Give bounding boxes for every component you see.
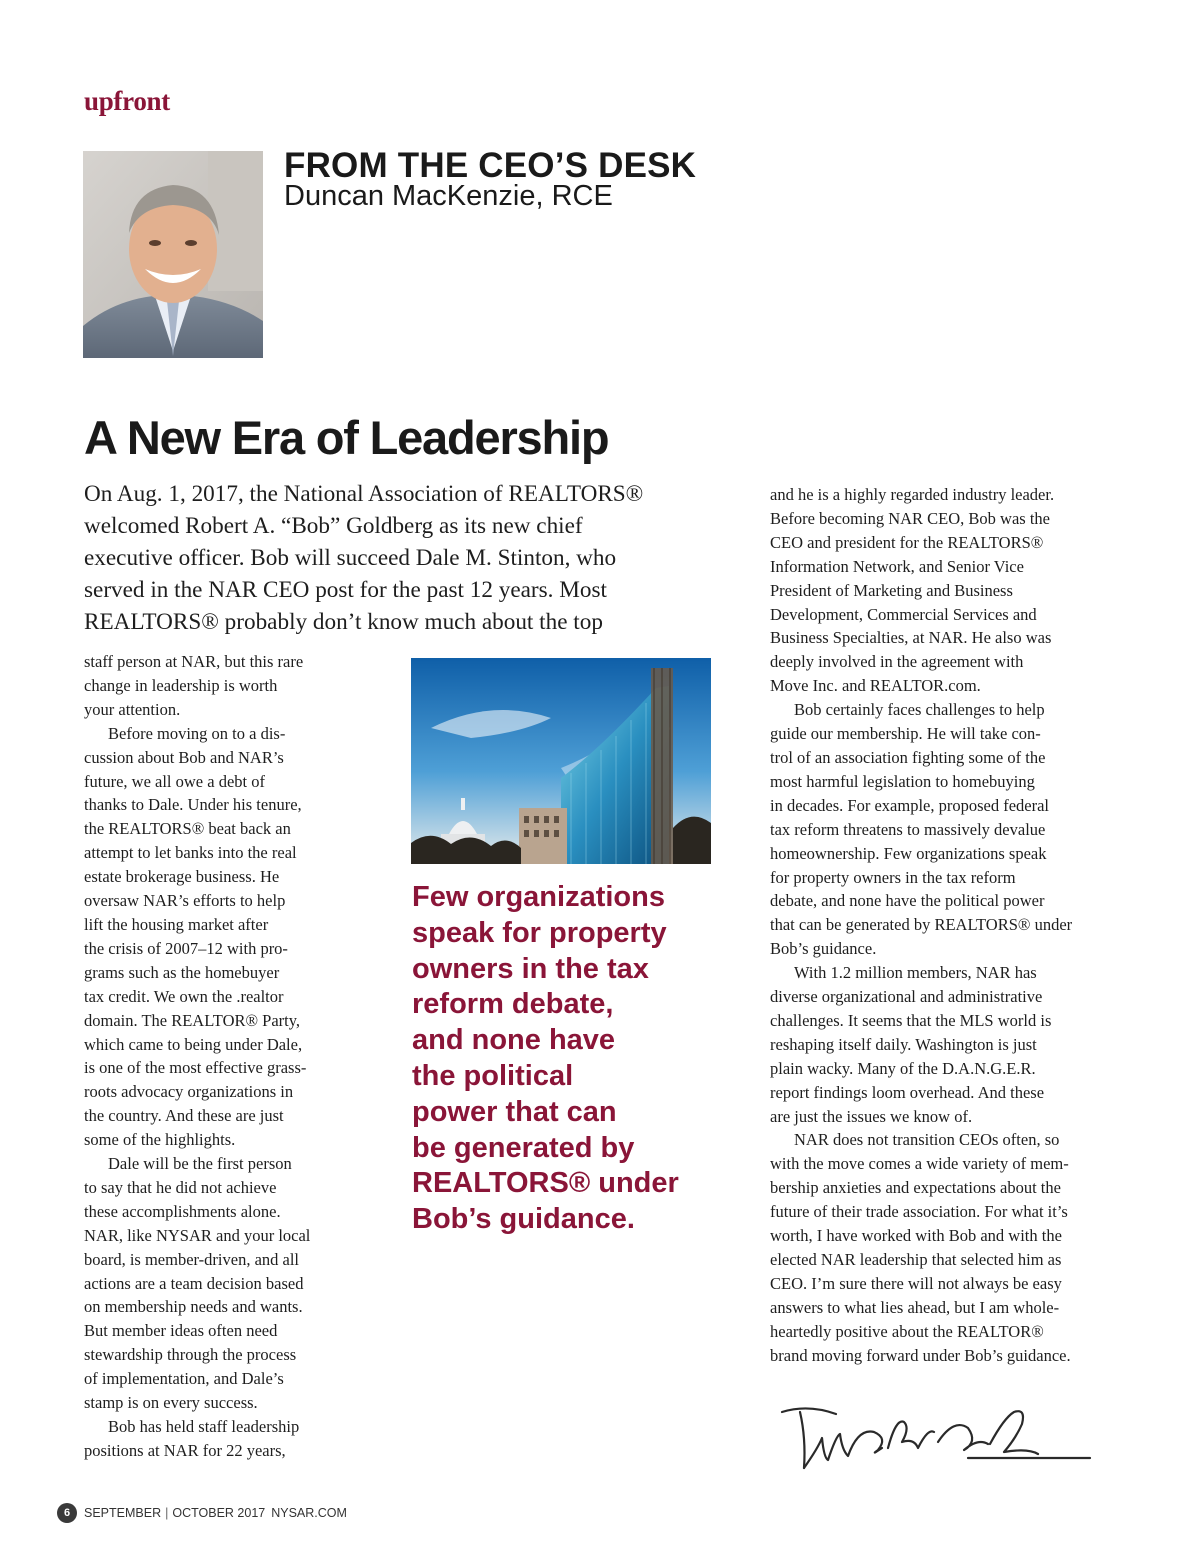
issue-date: OCTOBER 2017 [172, 1506, 266, 1520]
body-line: elected NAR leadership that selected him as [770, 1250, 1062, 1269]
body-line: some of the highlights. [84, 1130, 236, 1150]
body-line: heartedly positive about the REALTOR® [770, 1321, 1044, 1341]
pull-quote-line: be generated by [412, 1131, 635, 1164]
body-line: is one of the most effective grass- [84, 1058, 307, 1078]
lead-line: served in the NAR CEO post for the past 12 years. Most [84, 577, 607, 603]
body-line: tax reform threatens to massively devalue [770, 819, 1046, 839]
body-line: which came to being under Dale, [84, 1034, 303, 1054]
body-line: Dale will be the first person [108, 1154, 292, 1174]
page-number: 6 [57, 1503, 77, 1523]
body-line: and he is a highly regarded industry leader. [770, 485, 1055, 504]
body-line: these accomplishments alone. [84, 1201, 281, 1221]
body-line: to say that he did not achieve [84, 1177, 277, 1197]
lead-line: On Aug. 1, 2017, the National Association of REALTORS® [84, 481, 644, 507]
body-line: Information Network, and Senior Vice [770, 556, 1024, 576]
page-footer [57, 1502, 347, 1524]
body-line: stewardship through the process [84, 1345, 297, 1365]
pull-quote-line: the political [412, 1059, 574, 1092]
body-line: CEO and president for the REALTORS® [770, 532, 1044, 552]
body-line: your attention. [84, 699, 181, 719]
body-line: But member ideas often need [84, 1321, 278, 1341]
body-line: challenges. It seems that the MLS world is [770, 1010, 1052, 1030]
body-line: for property owners in the tax reform [770, 867, 1016, 887]
body-line: NAR, like NYSAR and your local [84, 1225, 311, 1245]
author-signature [778, 1398, 1098, 1478]
body-line: board, is member-driven, and all [84, 1249, 300, 1269]
pull-quote-line: Bob’s guidance. [412, 1203, 635, 1236]
author-photo [83, 151, 263, 358]
body-line: actions are a team decision based [84, 1273, 304, 1293]
issue-month: SEPTEMBER [84, 1506, 162, 1520]
pull-quote-line: REALTORS® under [412, 1167, 679, 1200]
body-line: the country. And these are just [84, 1106, 284, 1126]
body-line: of implementation, and Dale’s [84, 1369, 284, 1389]
body-line: CEO. I’m sure there will not always be easy [770, 1273, 1062, 1293]
footer-separator: | [165, 1506, 169, 1520]
body-line: in decades. For example, proposed federal [770, 795, 1050, 815]
body-line: With 1.2 million members, NAR has [794, 963, 1037, 983]
body-line: future of their trade association. For what it’s [770, 1202, 1068, 1222]
lead-paragraph [84, 478, 704, 638]
body-line: change in leadership is worth [84, 675, 278, 695]
body-line: Bob has held staff leadership [108, 1417, 300, 1436]
body-line: staff person at NAR, but this rare [84, 652, 304, 671]
website-link[interactable]: NYSAR.COM [271, 1506, 347, 1520]
body-line: guide our membership. He will take con- [770, 724, 1041, 744]
body-line: with the move comes a wide variety of mem- [770, 1154, 1069, 1174]
column-title: FROM THE CEO’S DESK [284, 146, 697, 185]
body-line: stamp is on every success. [84, 1393, 258, 1413]
body-line: on membership needs and wants. [84, 1297, 303, 1317]
pull-quote-line: power that can [412, 1095, 617, 1128]
body-line: Before becoming NAR CEO, Bob was the [770, 508, 1050, 528]
body-line: tax credit. We own the .realtor [84, 986, 284, 1006]
body-line: bership anxieties and expectations about the [770, 1178, 1061, 1198]
body-line: domain. The REALTOR® Party, [84, 1010, 301, 1030]
article-headline: A New Era of Leadership [84, 411, 609, 464]
body-line: the REALTORS® beat back an [84, 819, 291, 839]
pull-quote-line: reform debate, [412, 988, 614, 1021]
pull-quote-line: and none have [412, 1024, 616, 1057]
body-line: Before moving on to a dis- [108, 723, 286, 743]
body-line: oversaw NAR’s efforts to help [84, 891, 286, 911]
body-line: cussion about Bob and NAR’s [84, 747, 284, 767]
pull-quote [412, 880, 679, 1238]
body-line: NAR does not transition CEOs often, so [794, 1130, 1060, 1150]
body-line: lift the housing market after [84, 914, 269, 934]
body-line: Bob’s guidance. [770, 939, 877, 959]
body-line: the crisis of 2007–12 with pro- [84, 938, 288, 958]
body-line: report findings loom overhead. And these [770, 1082, 1045, 1102]
capitol-building-photo [411, 658, 711, 864]
lead-line: REALTORS® probably don’t know much about the top [84, 609, 603, 635]
body-line: Development, Commercial Services and [770, 604, 1037, 624]
body-line: trol of an association fighting some of the [770, 747, 1046, 767]
body-line: plain wacky. Many of the D.A.N.G.E.R. [770, 1058, 1036, 1078]
body-line: answers to what lies ahead, but I am whole- [770, 1297, 1060, 1317]
body-line: Bob certainly faces challenges to help [794, 700, 1045, 720]
pull-quote-line: owners in the tax [412, 952, 649, 985]
body-line: brand moving forward under Bob’s guidance. [770, 1345, 1071, 1365]
section-tag: upfront [84, 86, 170, 116]
column-author: Duncan MacKenzie, RCE [284, 180, 613, 212]
body-line: positions at NAR for 22 years, [84, 1440, 286, 1460]
body-line: most harmful legislation to homebuying [770, 771, 1035, 791]
body-line: worth, I have worked with Bob and with the [770, 1226, 1062, 1246]
body-line: grams such as the homebuyer [84, 962, 280, 982]
body-line: roots advocacy organizations in [84, 1082, 294, 1102]
lead-line: welcomed Robert A. “Bob” Goldberg as its new chief [84, 513, 583, 539]
body-line: diverse organizational and administrative [770, 987, 1043, 1007]
body-line: homeownership. Few organizations speak [770, 843, 1047, 863]
body-line: that can be generated by REALTORS® under [770, 915, 1073, 935]
body-column-left [84, 650, 374, 1463]
body-line: Business Specialties, at NAR. He also was [770, 628, 1052, 648]
pull-quote-line: speak for property [412, 916, 667, 949]
body-line: Move Inc. and REALTOR.com. [770, 676, 981, 696]
body-line: deeply involved in the agreement with [770, 652, 1024, 672]
lead-line: executive officer. Bob will succeed Dale M. Stinton, who [84, 545, 617, 571]
body-line: attempt to let banks into the real [84, 843, 297, 863]
body-line: are just the issues we know of. [770, 1106, 973, 1126]
body-line: reshaping itself daily. Washington is just [770, 1034, 1037, 1054]
body-column-right [770, 483, 1140, 1368]
pull-quote-line: Few organizations [412, 881, 665, 913]
body-line: President of Marketing and Business [770, 580, 1013, 600]
body-line: debate, and none have the political power [770, 891, 1045, 911]
body-line: future, we all owe a debt of [84, 771, 265, 791]
body-line: thanks to Dale. Under his tenure, [84, 795, 302, 815]
body-line: estate brokerage business. He [84, 867, 280, 887]
